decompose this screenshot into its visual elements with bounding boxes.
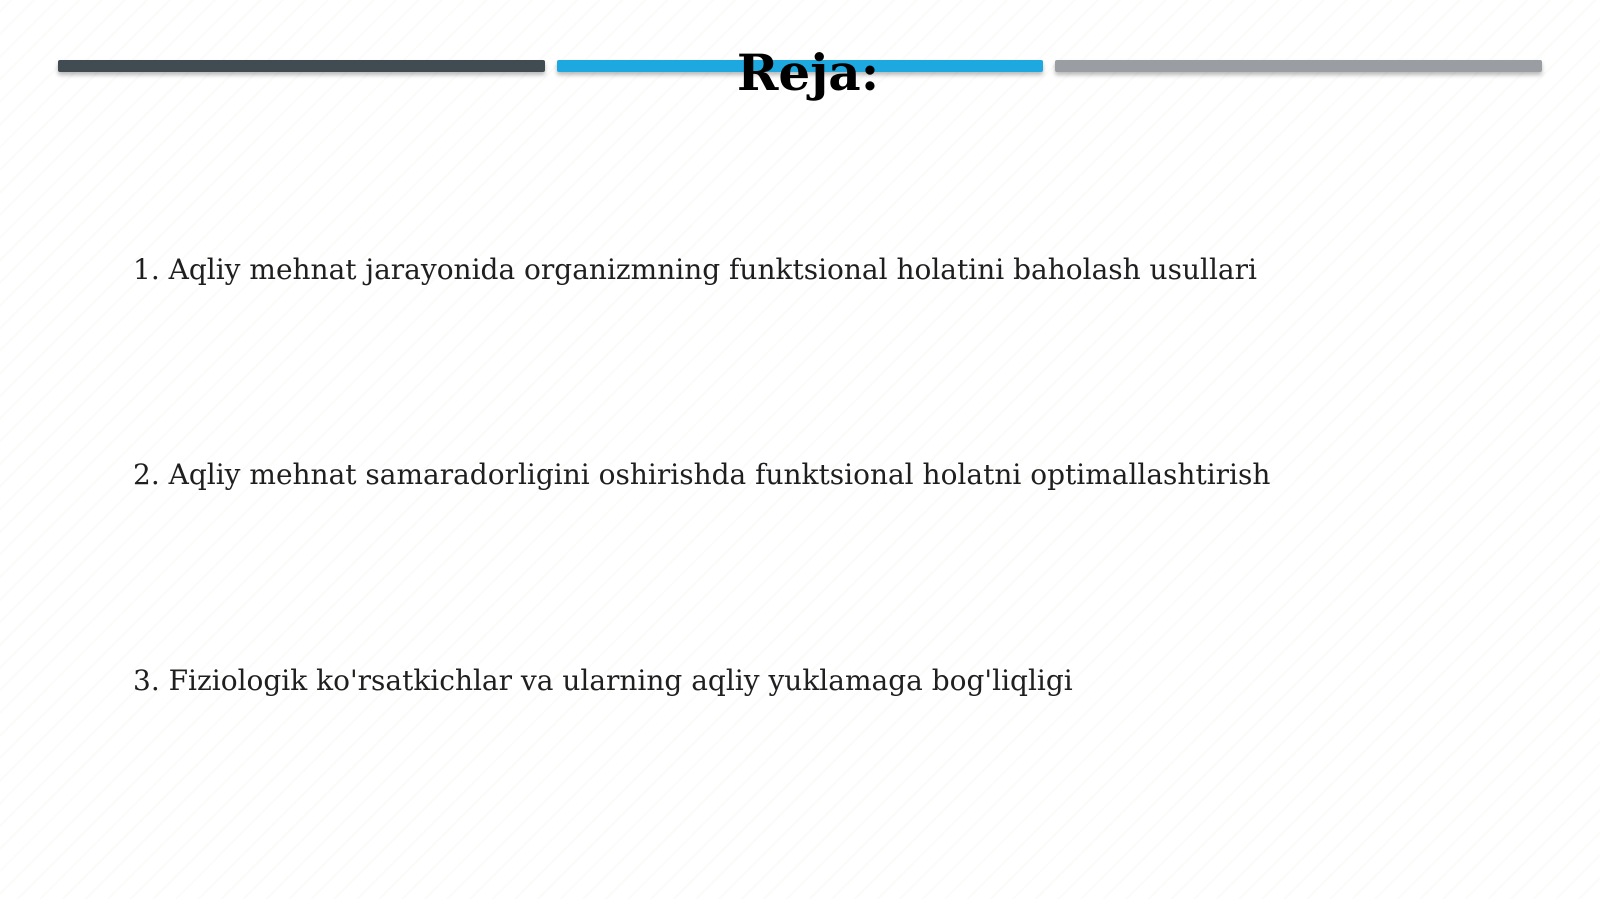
plan-item-2: 2. Aqliy mehnat samaradorligini oshirishda funktsional holatni optimallashtirish <box>133 458 1271 491</box>
slide-title: Reja: <box>736 43 880 102</box>
plan-item-3: 3. Fiziologik ko'rsatkichlar va ularning aqliy yuklamaga bog'liqligi <box>133 664 1073 697</box>
plan-item-1: 1. Aqliy mehnat jarayonida organizmning funktsional holatini baholash usullari <box>133 253 1257 286</box>
